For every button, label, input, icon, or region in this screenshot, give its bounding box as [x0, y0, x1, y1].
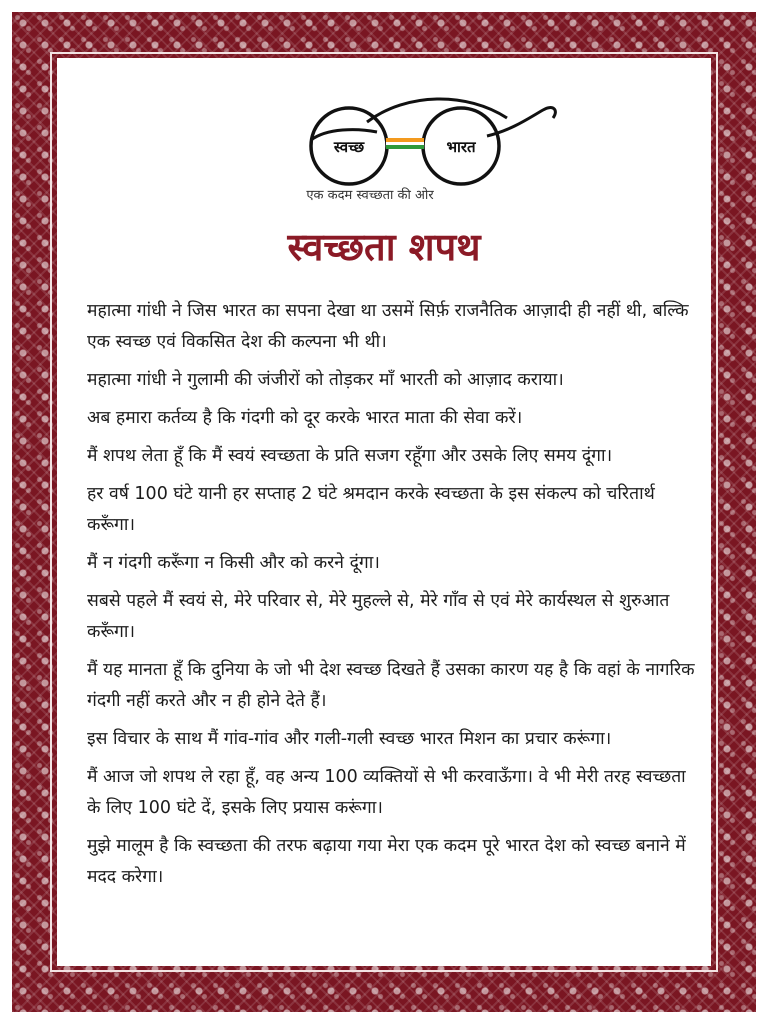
- logo-left-word: स्वच्छ: [333, 138, 365, 156]
- pledge-paragraph: अब हमारा कर्तव्य है कि गंदगी को दूर करके भारत माता की सेवा करें।: [87, 408, 523, 428]
- pledge-paragraph: इस विचार के साथ मैं गांव-गांव और गली-गली स्वच्छ भारत मिशन का प्रचार करूंगा।: [87, 729, 612, 749]
- pledge-paragraph: हर वर्ष 100 घंटे यानी हर सप्ताह 2 घंटे श्रमदान करके स्वच्छता के इस संकल्प को चरितार्थ करूँगा।: [87, 484, 655, 535]
- pledge-paragraph: महात्मा गांधी ने जिस भारत का सपना देखा था उसमें सिर्फ़ राजनैतिक आज़ादी ही नहीं थी, बल्कि एक स्वच्छ एवं विकसित देश की कल्पना भी थी।: [87, 301, 689, 352]
- bridge-white: [386, 142, 424, 145]
- pledge-paragraph: सबसे पहले मैं स्वयं से, मेरे परिवार से, मेरे मुहल्ले से, मेरे गाँव से एवं मेरे कार्यस्थल से शुरुआत करूँगा।: [87, 591, 670, 642]
- logo-right-word: भारत: [446, 138, 476, 156]
- pledge-paragraph: मैं शपथ लेता हूँ कि मैं स्वयं स्वच्छता के प्रति सजग रहूँगा और उसके लिए समय दूंगा।: [87, 446, 613, 466]
- bridge-green: [386, 145, 424, 149]
- pledge-card: [57, 58, 711, 966]
- pledge-paragraph: मुझे मालूम है कि स्वच्छता की तरफ बढ़ाया गया मेरा एक कदम पूरे भारत देश को स्वच्छ बनाने में मदद करेगा।: [87, 836, 686, 887]
- page-title: स्वच्छता शपथ: [287, 225, 481, 269]
- logo-tagline: [57, 185, 711, 203]
- pledge-paragraph: मैं आज जो शपथ ले रहा हूँ, वह अन्य 100 व्यक्तियों से भी करवाऊँगा। वे भी मेरी तरह स्वच्छता के लिए 100 घंटे दें, इसके लिए प्रयास करूंगा।: [87, 767, 686, 818]
- pledge-paragraph: मैं यह मानता हूँ कि दुनिया के जो भी देश स्वच्छ दिखते हैं उसका कारण यह है कि वहां के नागरिक गंदगी नहीं करते और न ही होने देते हैं।: [87, 660, 695, 711]
- bridge-saffron: [386, 138, 424, 142]
- pledge-paragraph: महात्मा गांधी ने गुलामी की जंजीरों को तोड़कर माँ भारती को आज़ाद कराया।: [87, 370, 564, 390]
- pledge-body: [87, 296, 697, 900]
- swachh-bharat-glasses-logo: [297, 88, 557, 198]
- pledge-paragraph: मैं न गंदगी करूँगा न किसी और को करने दूंगा।: [87, 553, 380, 573]
- tagline-text: एक कदम स्वच्छता की ओर: [306, 188, 434, 203]
